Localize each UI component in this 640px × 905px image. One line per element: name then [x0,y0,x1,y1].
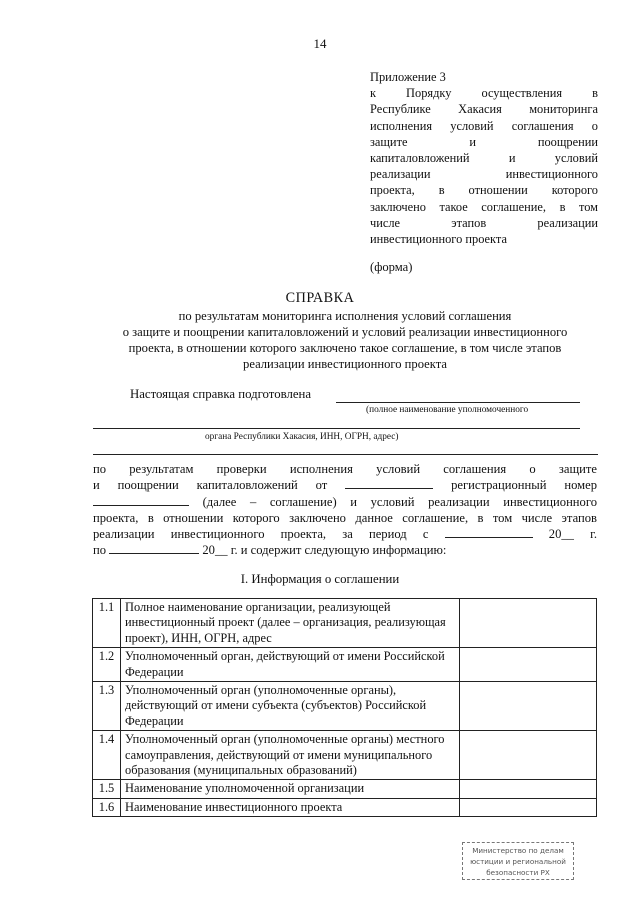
row-value-cell[interactable] [460,648,597,682]
form-label: (форма) [370,260,413,274]
caption-authority-name: (полное наименование уполномоченного [366,405,529,415]
appendix-block [370,69,598,247]
paragraph-text: (далее – соглашение) и условий реализации инвестиционного [202,494,597,509]
appendix-line: инвестиционного проекта [370,232,507,247]
row-value-cell[interactable] [460,798,597,816]
subtitle-line: о защите и поощрении капиталовложений и условий реализации инвестиционного [122,325,568,339]
row-description: Наименование инвестиционного проекта [121,798,460,816]
subtitle-line: проекта, в отношении которого заключено такое соглашение, в том числе этапов [128,341,562,355]
subtitle-line: реализации инвестиционного проекта [243,357,447,371]
table-row [93,780,597,798]
row-number: 1.3 [93,682,121,731]
paragraph-text: регистрационный номер [451,478,598,493]
appendix-line: проекта, в отношении которого [370,183,598,198]
page-number: 14 [313,36,327,51]
stamp-line: Министерство по делам [472,846,564,855]
section-title: I. Информация о соглашении [240,572,400,586]
row-description: Уполномоченный орган, действующий от имени Российской Федерации [121,648,460,682]
row-number: 1.6 [93,798,121,816]
paragraph-line: по результатам проверки исполнения условий соглашения о защите [93,462,597,476]
table-row [93,648,597,682]
row-value-cell[interactable] [460,780,597,798]
row-number: 1.2 [93,648,121,682]
row-description: Наименование уполномоченной организации [121,780,460,798]
appendix-line: заключено такое соглашение, в том [370,199,598,214]
subtitle-line: по результатам мониторинга исполнения условий соглашения [178,309,512,323]
stamp-line: безопасности РХ [486,868,550,877]
blank-line-authority-3[interactable] [93,454,598,455]
appendix-line: защите и поощрении [370,134,598,149]
paragraph-text: и поощрении капиталовложений от [93,478,328,493]
row-number: 1.5 [93,780,121,798]
paragraph-text: 20__ г. и содержит следующую информацию: [202,543,447,558]
appendix-line: капиталовложений и условий [370,151,598,166]
appendix-line: Республике Хакасия мониторинга [370,102,598,117]
paragraph-text: по [93,543,107,558]
agreement-info-table [92,598,597,817]
row-description: Полное наименование организации, реализующей инвестиционный проект (далее – организация, реализующая проект), ИНН, ОГРН, адрес [121,599,460,648]
body-paragraph [93,461,597,559]
appendix-line: числе этапов реализации [370,215,598,230]
appendix-line: исполнения условий соглашения о [370,118,598,133]
paragraph-line [93,477,597,493]
prepared-by-label: Настоящая справка подготовлена [130,387,312,401]
row-value-cell[interactable] [460,599,597,648]
table-row [93,731,597,780]
table-row [93,682,597,731]
table-row [93,599,597,648]
period-end-blank[interactable] [109,542,199,554]
paragraph-line [93,526,597,542]
row-value-cell[interactable] [460,682,597,731]
period-start-blank[interactable] [445,526,533,538]
appendix-line: Приложение 3 [370,70,446,84]
document-title: СПРАВКА [285,290,355,306]
paragraph-text: реализации инвестиционного проекта, за период с [93,527,429,542]
paragraph-line [93,494,597,510]
blank-line-authority-2[interactable] [93,428,580,429]
stamp-line: юстиции и региональной [470,857,566,866]
appendix-line: к Порядку осуществления в [370,86,598,101]
document-subtitle [95,308,595,372]
row-value-cell[interactable] [460,731,597,780]
blank-line-authority[interactable] [336,402,580,403]
ministry-stamp [462,842,574,880]
appendix-line: реализации инвестиционного [370,167,598,182]
caption-authority-details: органа Республики Хакасия, ИНН, ОГРН, адрес) [205,432,399,442]
table-row [93,798,597,816]
row-description: Уполномоченный орган (уполномоченные органы), действующий от имени субъекта (субъектов) Российской Федерации [121,682,460,731]
row-description: Уполномоченный орган (уполномоченные органы) местного самоуправления, действующий от имени муниципального образования (муниципальных образований) [121,731,460,780]
registration-number-blank[interactable] [93,494,189,506]
date-blank[interactable] [345,477,433,489]
row-number: 1.1 [93,599,121,648]
paragraph-line [93,542,597,558]
row-number: 1.4 [93,731,121,780]
paragraph-line: проекта, в отношении которого заключено данное соглашение, в том числе этапов [93,510,597,525]
paragraph-text: 20__ г. [548,527,598,542]
